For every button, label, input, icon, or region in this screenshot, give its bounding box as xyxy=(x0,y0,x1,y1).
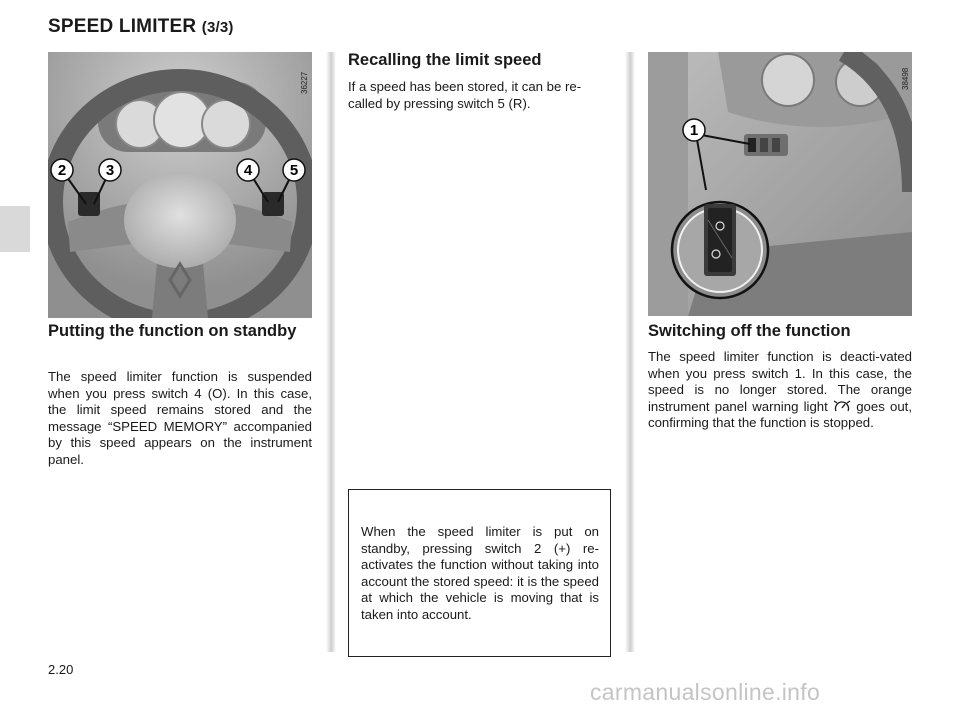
note-box xyxy=(348,489,611,657)
callout-5: 5 xyxy=(289,162,299,179)
page-title: SPEED LIMITER (3/3) xyxy=(48,16,234,37)
column-divider-right xyxy=(625,52,635,652)
text-switch-off: The speed limiter function is deacti-vated when you press switch 1. In this case, the speed is no longer stored. The orange instrument panel warning light goes out, confirming that the function is stopped. xyxy=(648,349,912,430)
column-divider-left xyxy=(326,52,336,652)
page-number: 2.20 xyxy=(48,662,74,677)
heading-recall: Recalling the limit speed xyxy=(348,51,542,69)
figure-ref-code-left: 36227 xyxy=(300,71,309,94)
dashboard-switch-photo xyxy=(648,52,912,316)
note-text: When the speed limiter is put on standby, pressing switch 2 (+) re-activates the function without taking into account the stored speed: it is the speed at which the vehicle is moving that is taken into account. xyxy=(361,524,599,622)
callout-2: 2 xyxy=(57,162,67,179)
text-recall: If a speed has been stored, it can be re-called by pressing switch 5 (R). xyxy=(348,79,582,111)
watermark: carmanualsonline.info xyxy=(590,679,821,705)
figure-ref-code-right: 38498 xyxy=(901,67,910,90)
heading-switch-off: Switching off the function xyxy=(648,322,851,340)
text-standby: The speed limiter function is suspended when you press switch 4 (O). In this case, the limit speed remains stored and the message “SPEED MEMORY” accompanied by this speed appears on the instrument panel. xyxy=(48,369,312,467)
steering-wheel-photo xyxy=(48,52,312,318)
callout-4: 4 xyxy=(243,162,253,179)
chapter-tab xyxy=(0,206,30,252)
heading-standby: Putting the function on standby xyxy=(48,322,297,340)
callout-3: 3 xyxy=(105,162,115,179)
callout-1: 1 xyxy=(689,122,699,139)
speed-limiter-warning-icon xyxy=(833,399,851,413)
